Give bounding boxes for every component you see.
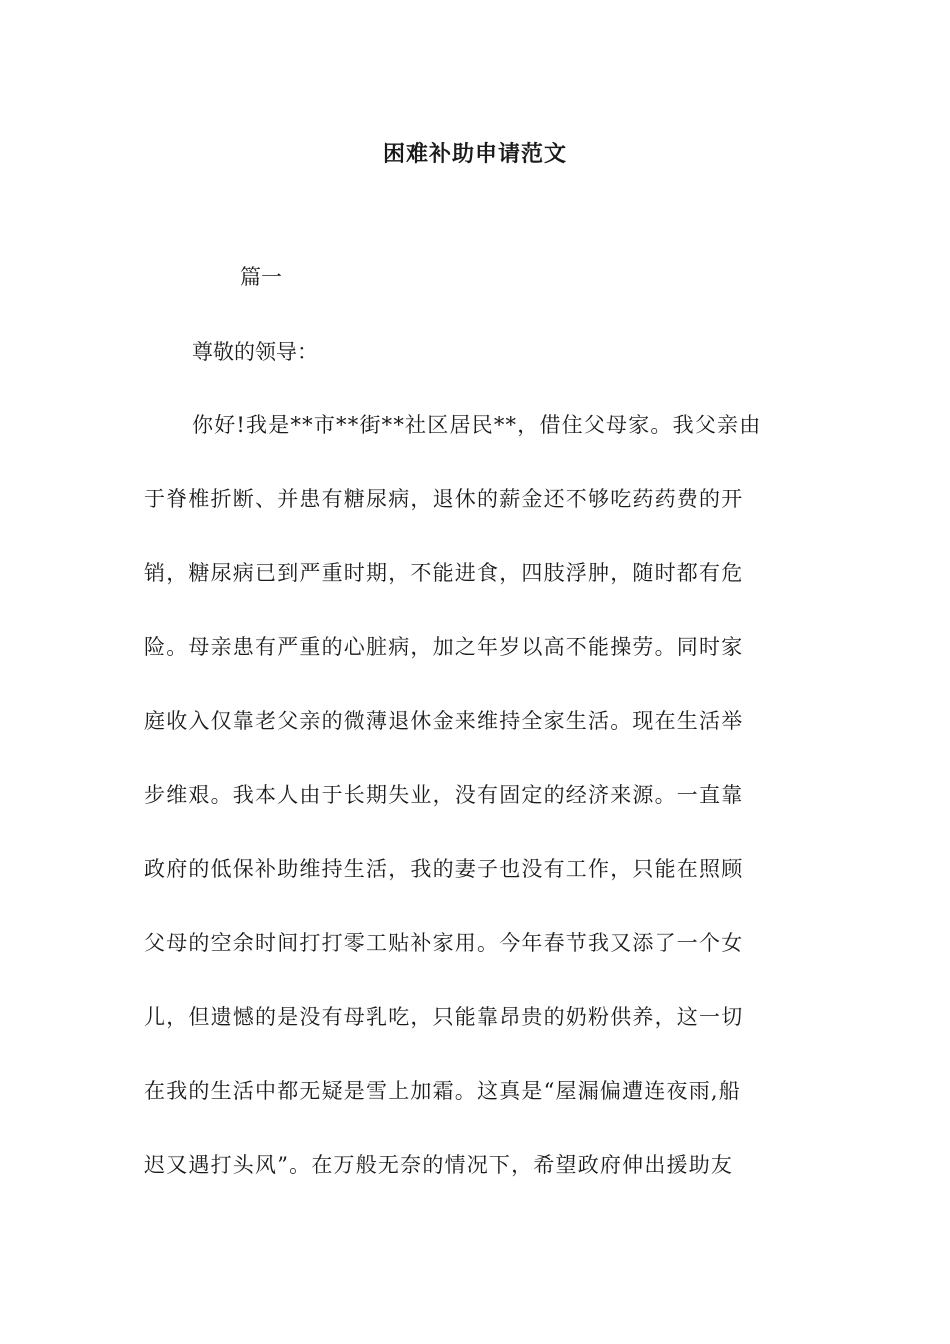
paragraph-line: 于脊椎折断、并患有糖尿病，退休的薪金还不够吃药药费的开 — [144, 487, 744, 511]
paragraph-line: 你好!我是**市**街**社区居民**，借住父母家。我父亲由 — [192, 413, 762, 437]
document-title: 困难补助申请范文 — [382, 141, 567, 167]
paragraph-line: 步维艰。我本人由于长期失业，没有固定的经济来源。一直靠 — [144, 783, 744, 807]
paragraph-line: 庭收入仅靠老父亲的微薄退休金来维持全家生活。现在生活举 — [144, 709, 744, 733]
paragraph-line: 销，糖尿病已到严重时期，不能进食，四肢浮肿，随时都有危 — [144, 561, 744, 585]
paragraph-line: 在我的生活中都无疑是雪上加霜。这真是“屋漏偏遭连夜雨,船 — [144, 1079, 742, 1103]
body-paragraph — [144, 405, 814, 1219]
paragraph-line: 险。母亲患有严重的心脏病，加之年岁以高不能操劳。同时家 — [144, 635, 744, 659]
paragraph-line: 儿，但遗憾的是没有母乳吃，只能靠昂贵的奶粉供养，这一切 — [144, 1005, 744, 1029]
paragraph-line: 政府的低保补助维持生活，我的妻子也没有工作，只能在照顾 — [144, 857, 744, 881]
paragraph-line: 父母的空余时间打打零工贴补家用。今年春节我又添了一个女 — [144, 931, 744, 955]
paragraph-line: 迟又遇打头风”。在万般无奈的情况下，希望政府伸出援助友 — [144, 1153, 734, 1177]
section-heading: 篇一 — [240, 265, 282, 289]
salutation: 尊敬的领导： — [192, 340, 318, 364]
